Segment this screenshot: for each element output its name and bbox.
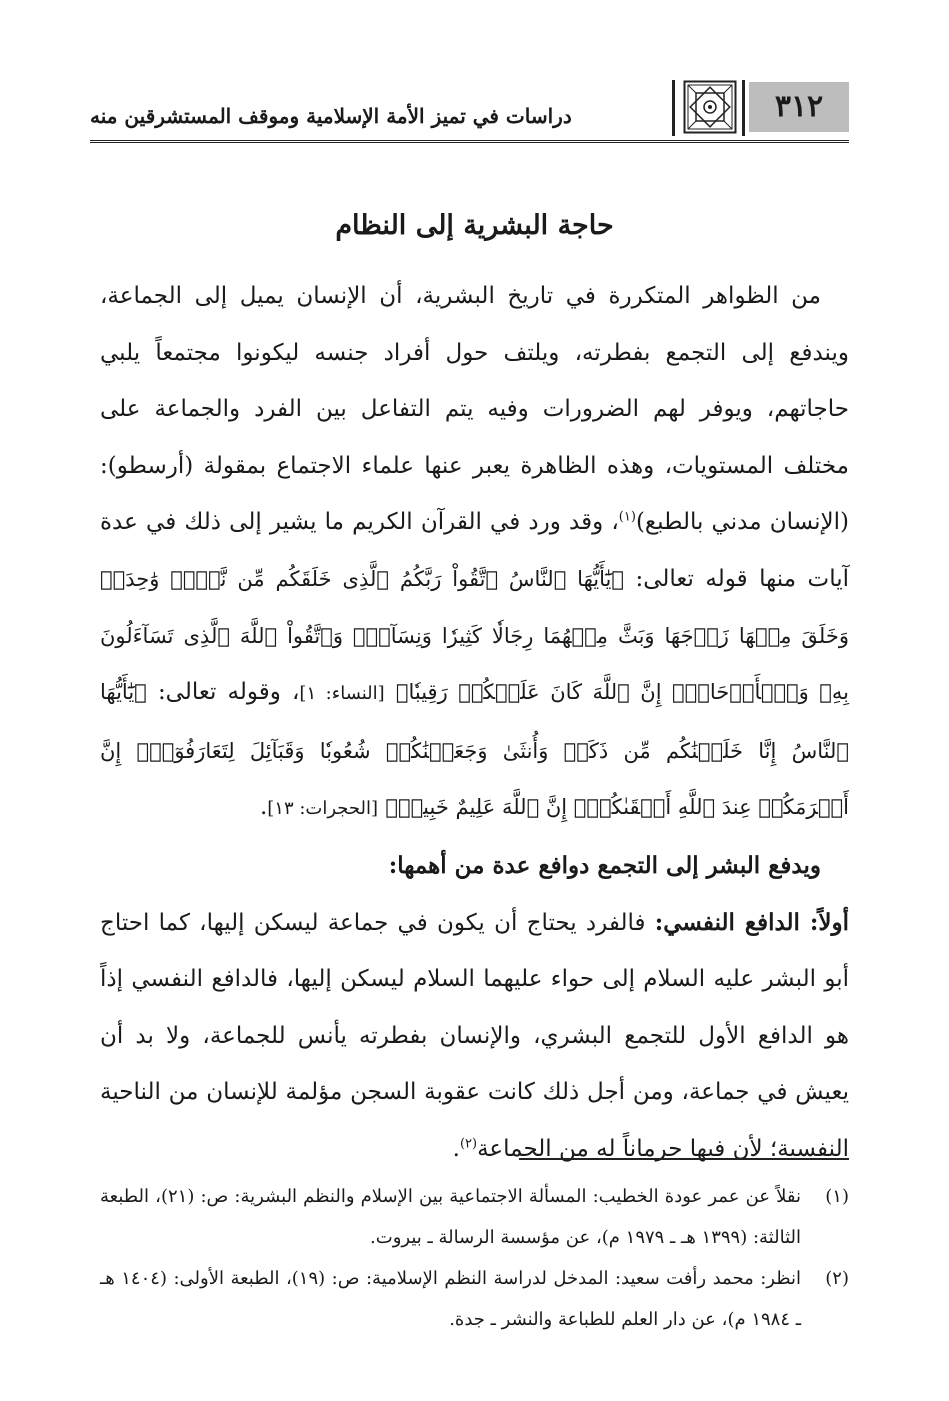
footnote-item <box>100 1176 849 1258</box>
paragraph-text: من الظواهر المتكررة في تاريخ البشرية، أن الإنسان يميل إلى الجماعة، ويندفع إلى التجمع بفطرته، ويلتف حول أفراد جنسه ليكونوا مجتمعاً يلبي حاجاتهم، ويوفر لهم الضرورات وفيه يتم التفاعل بين الفرد والجماعة على مختلف المستويات، وهذه الظاهرة يعبر عنها علماء الاجتماع بمقولة (أرسطو): (الإنسان مدني بالطبع) <box>100 283 849 536</box>
footnotes <box>100 1176 849 1340</box>
footnote-marker: (٢) <box>459 1136 478 1152</box>
paragraph-text: ، وقوله تعالى: <box>157 679 300 706</box>
book-title: دراسات في تميز الأمة الإسلامية وموقف المستشرقين منه <box>90 104 572 128</box>
footnote-text: نقلاً عن عمر عودة الخطيب: المسألة الاجتماعية بين الإسلام والنظم البشرية: ص: (٢١)، الطبعة الثالثة: (١٣٩٩ هـ ـ ١٩٧٩ م)، عن مؤسسة الرسالة ـ بيروت. <box>100 1186 801 1248</box>
main-text <box>100 268 849 1178</box>
subheading: ويدفع البشر إلى التجمع دوافع عدة من أهمها: <box>388 851 821 879</box>
quran-verse: ﴿يَٰٓأَيُّهَا ٱلنَّاسُ إِنَّا خَلَقۡنَٰكُم مِّن ذَكَرٖ وَأُنثَىٰ وَجَعَلۡنَٰكُمۡ شُعُوبٗا وَقَبَآئِلَ لِتَعَارَفُوٓاْۚ إِنَّ أَكۡرَمَكُمۡ عِندَ ٱللَّهِ أَتۡقَىٰكُمۡۚ إِنَّ ٱللَّهَ عَلِيمٌ خَبِيرٞ﴾ <box>100 680 849 820</box>
header-divider <box>742 80 745 136</box>
geometric-star-ornament-icon <box>683 80 737 134</box>
paragraph <box>100 268 849 838</box>
verse-reference: [النساء: ١] <box>299 683 385 705</box>
footnote-marker: (١) <box>618 509 636 525</box>
paragraph-text: فالفرد يحتاج أن يكون في جماعة ليسكن إليها، كما احتاج أبو البشر عليه السلام إلى حواء عليهما السلام ليسكن إليها، فالدافع النفسي إذاً هو الدافع الأول للتجمع البشري، والإنسان بفطرته يأنس للجماعة، ولا بد أن يعيش في جماعة، ومن أجل ذلك كانت عقوبة السجن مؤلمة للإنسان من الناحية النفسية؛ لأن فيها حرماناً له من الجماعة <box>100 909 849 1162</box>
footnote-divider <box>519 1158 849 1160</box>
quran-verse: ﴿يَٰٓأَيُّهَا ٱلنَّاسُ ٱتَّقُواْ رَبَّكُمُ ٱلَّذِى خَلَقَكُم مِّن نَّفۡسٖ وَٰحِدَةٖ وَخَلَقَ مِنۡهَا زَوۡجَهَا وَبَثَّ مِنۡهُمَا رِجَالٗا كَثِيرٗا وَنِسَآءٗۚ وَٱتَّقُواْ ٱللَّهَ ٱلَّذِى تَسَآءَلُونَ بِهِۦ وَٱلۡأَرۡحَامَۚ إِنَّ ٱللَّهَ كَانَ عَلَيۡكُمۡ رَقِيبٗا﴾ <box>100 566 850 705</box>
footnote-text: انظر: محمد رأفت سعيد: المدخل لدراسة النظم الإسلامية: ص: (١٩)، الطبعة الأولى: (١٤٠٤ هـ ـ ١٩٨٤ م)، عن دار العلم للطباعة والنشر ـ جدة. <box>100 1268 801 1330</box>
paragraph <box>100 895 849 1178</box>
paragraph-text: ، وقد ورد في القرآن الكريم ما يشير إلى ذلك في عدة آيات منها قوله تعالى: <box>100 509 850 592</box>
section-title: حاجة البشرية إلى النظام <box>335 210 614 241</box>
paragraph-text: . <box>452 1135 460 1162</box>
footnote-item <box>100 1258 849 1340</box>
footnote-number: (١) <box>825 1186 849 1207</box>
verse-reference: [الحجرات: ١٣] <box>267 798 379 820</box>
paragraph-text: . <box>259 794 268 821</box>
header-divider <box>672 80 675 136</box>
footnote-number: (٢) <box>825 1268 849 1289</box>
page-number: ٣١٢ <box>749 82 849 132</box>
point-label: أولاً: الدافع النفسي: <box>654 908 849 936</box>
running-header <box>90 74 849 143</box>
